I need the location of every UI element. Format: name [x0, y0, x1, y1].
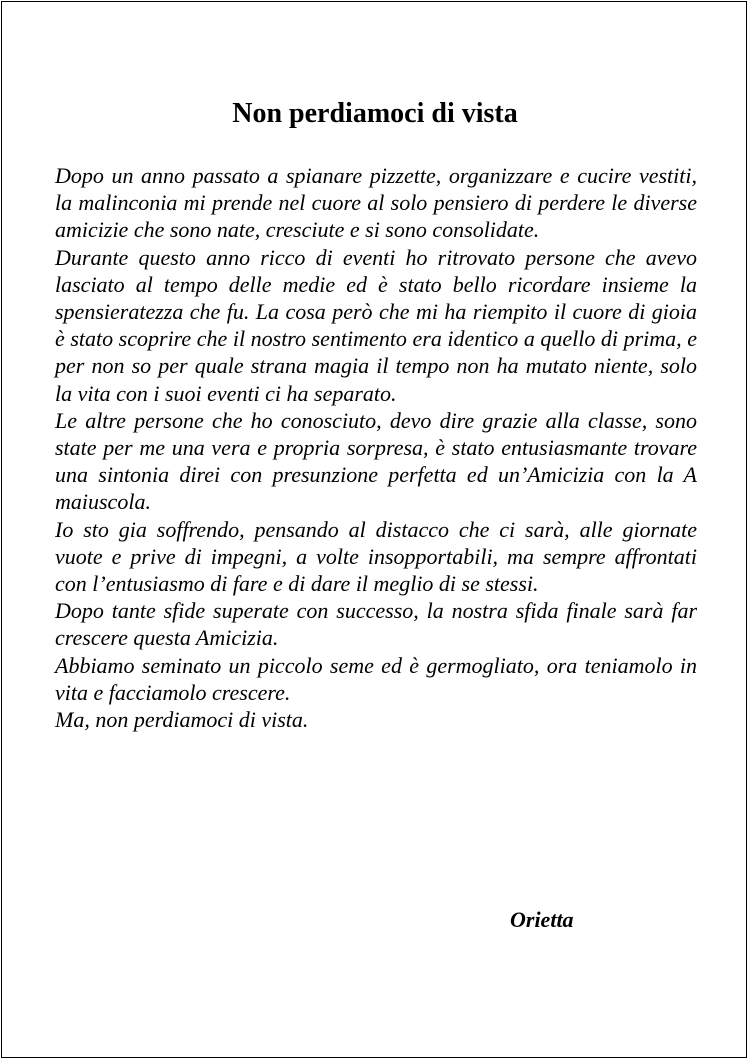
paragraph-2: Durante questo anno ricco di eventi ho ritrovato persone che avevo lasciato al tempo delle medie ed è stato bello ricordare insieme la spensieratezza che fu. La cosa però che mi ha riempito il cuore di gioia è stato scoprire che il nostro sentimento era identico a quello di prima, e per non so per quale strana magia il tempo non ha mutato niente, solo la vita con i suoi eventi ci ha separato.: [55, 244, 697, 406]
signature: Orietta: [510, 907, 574, 932]
paragraph-7: Ma, non perdiamoci di vista.: [55, 707, 309, 733]
page-title: Non perdiamoci di vista: [232, 98, 518, 129]
paragraph-1: Dopo un anno passato a spianare pizzette, organizzare e cucire vestiti, la malinconia mi prende nel cuore al solo pensiero di perdere le diverse amicizie che sono nate, cresciute e si sono consolidate.: [55, 163, 697, 243]
paragraph-3: Le altre persone che ho conosciuto, devo dire grazie alla classe, sono state per me una vera e propria sorpresa, è stato entusiasmante trovare una sintonia direi con presunzione perfetta ed un’Amicizia con la A maiuscola.: [55, 407, 697, 515]
paragraph-6: Abbiamo seminato un piccolo seme ed è germogliato, ora teniamolo in vita e facciamolo crescere.: [55, 652, 697, 705]
paragraph-5: Dopo tante sfide superate con successo, la nostra sfida finale sarà far crescere questa Amicizia.: [55, 598, 697, 651]
paragraph-4: Io sto gia soffrendo, pensando al distacco che ci sarà, alle giornate vuote e prive di impegni, a volte insopportabili, ma sempre affrontati con l’entusiasmo di fare e di dare il meglio di se stessi.: [55, 516, 697, 597]
letter-body: [55, 162, 697, 733]
